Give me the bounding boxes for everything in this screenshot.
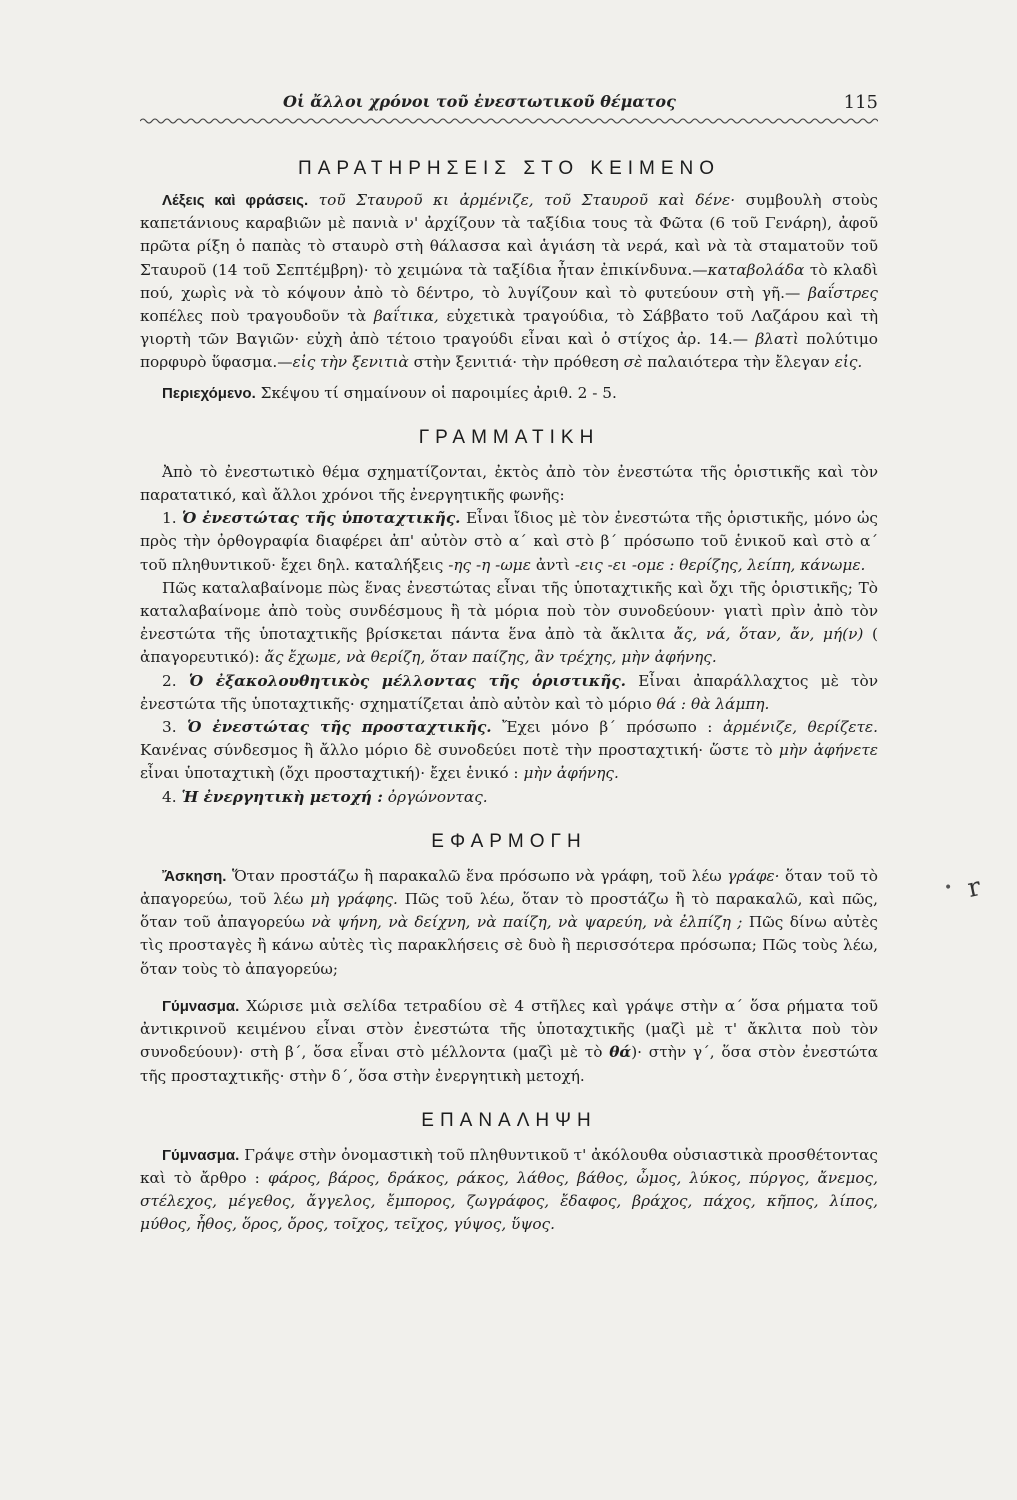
- term-italic: σὲ: [623, 353, 643, 372]
- text-run: Γράψε στὴν ὀνομαστικὴ τοῦ πληθυντικοῦ τ' ἀκόλουθα οὐσιαστικὰ προσθέτοντας καὶ τὸ ἄρθρο :: [140, 1145, 878, 1187]
- item-title: Ὁ ἐνεστώτας τῆς ὑποταχτικῆς.: [182, 509, 461, 528]
- term-italic: θά : θὰ λάμπη.: [656, 694, 770, 713]
- exercise-paragraph: [140, 865, 878, 981]
- lead-content: Περιεχόμενο.: [162, 384, 256, 402]
- term-bold-italic: θά: [609, 1043, 632, 1062]
- lead-review-drill: Γύμνασμα.: [162, 1146, 240, 1164]
- text-run: Ὅταν προστάζω ἢ παρακαλῶ ἕνα πρόσωπο νὰ γράφη, τοῦ λέω: [231, 866, 722, 885]
- text-run: Εἶναι ἴδιος μὲ τὸν ἐνεστώτα τῆς ὁριστικῆς, μόνο ὡς πρὸς τὴν ὀρθογραφία διαφέρει ἀπ' αὐτὸν στὸ α΄ καὶ στὸ β΄ πρόσωπο τοῦ ἑνικοῦ καὶ στὸ α΄ τοῦ πληθυντικοῦ· ἔχει δηλ. καταλήξεις: [140, 509, 878, 574]
- term-italic: μὴν ἀφήνετε: [778, 741, 878, 760]
- item-number: 3.: [162, 718, 177, 737]
- text-run: Εἶναι ἀπαράλλαχτος μὲ τὸν ἐνεστώτα τῆς ὑποταχτικῆς· σχηματίζεται ἀπὸ αὐτὸν καὶ τὸ μόριο: [140, 671, 878, 713]
- term-italic: ἄς, νά, ὅταν, ἄν, μή(ν): [673, 625, 864, 644]
- term-italic: νὰ ψήνη, νὰ δείχνη, νὰ παίζη, νὰ ψαρεύη, νὰ ἐλπίζη ;: [311, 913, 743, 932]
- item-number: 1.: [162, 509, 177, 528]
- text-run: πολύτιμο πορφυρὸ ὕφασμα.—: [140, 330, 878, 372]
- page-content: [140, 92, 878, 1237]
- running-header: [140, 92, 878, 120]
- text-run: στὴν ξενιτιά· τὴν πρόθεση: [413, 353, 619, 372]
- grammar-intro: Ἀπὸ τὸ ἐνεστωτικὸ θέμα σχηματίζονται, ἐκτὸς ἀπὸ τὸν ἐνεστώτα τῆς ὁριστικῆς καὶ τὸν παρατατικό, καὶ ἄλλοι χρόνοι τῆς ἐνεργητικῆς φωνῆς:: [140, 462, 878, 505]
- item-number: 2.: [162, 671, 177, 690]
- section-title-review: ΕΠΑΝΑΛΗΨΗ: [421, 1109, 597, 1131]
- running-title: Οἱ ἄλλοι χρόνοι τοῦ ἐνεστωτικοῦ θέματος: [283, 92, 676, 111]
- term-italic: βαΐστρες: [808, 283, 878, 302]
- term-italic: βλατὶ: [755, 330, 799, 349]
- term-italic: καταβολάδα: [707, 260, 805, 279]
- grammar-item-1: [140, 507, 878, 577]
- term-italic: γράφε·: [727, 866, 780, 885]
- term-italic: εἰς τὴν ξενιτιὰ: [292, 353, 409, 372]
- text-run: Κανένας σύνδεσμος ἢ ἄλλο μόριο δὲ συνοδεύει ποτὲ τὴν προσταχτική· ὥστε τὸ: [140, 741, 773, 760]
- term-italic: ἀρμένιζε, θερίζετε.: [722, 718, 878, 737]
- text-run: εὐχετικὰ τραγούδια, τὸ Σάββατο τοῦ Λαζάρου καὶ τὴ γιορτὴ τῶν Βαγιῶν· εὐχὴ ἀπὸ τέτοιο τραγούδι εἶναι καὶ ὁ στίχος ἀρ. 14.—: [140, 307, 878, 349]
- term-italic: -ης -η -ωμε: [448, 555, 531, 574]
- grammar-item-3: [140, 716, 878, 786]
- text-run: Σκέψου τί σημαίνουν οἱ παροιμίες ἀριθ. 2 - 5.: [260, 383, 617, 402]
- margin-dot: •: [944, 880, 953, 896]
- paragraph-content: [140, 382, 878, 405]
- grammar-item-1-note: [140, 577, 878, 670]
- item-title: Ὁ ἐξακολουθητικὸς μέλλοντας τῆς ὁριστικῆς.: [188, 671, 626, 690]
- item-number: 4.: [162, 787, 177, 806]
- lead-drill: Γύμνασμα.: [162, 997, 240, 1015]
- text-run: συμβουλὴ στοὺς καπετάνιους καραβιῶν μὲ πανιὰ ν' ἀρχίζουν τὰ ταξίδια τους τὰ Φῶτα (6 τοῦ Γενάρη), ἀφοῦ πρῶτα ρίξη ὁ παπὰς τὸ σταυρὸ στὴ θάλασσα καὶ ἁγιάση τὰ νερά, καὶ νὰ τὰ σταματοῦν τοῦ Σταυροῦ (14 τοῦ Σεπτέμβρη)· τὸ χειμώνα τὰ ταξίδια ἦταν ἐπικίνδυνα.—: [140, 191, 878, 279]
- item-title: Ὁ ἐνεστώτας τῆς προσταχτικῆς.: [187, 718, 492, 737]
- text-run: Πῶς καταλαβαίνομε πὼς ἕνας ἐνεστώτας εἶναι τῆς ὑποταχτικῆς καὶ ὄχι τῆς ὁριστικῆς; Τὸ καταλαβαίνομε ἀπὸ τοὺς συνδέσμους ἢ τὰ μόρια ποὺ τὸν συνοδεύουν· γιατὶ πρὶν ἀπὸ τὸν ἐνεστώτα τῆς ὑποταχτικῆς βρίσκεται πάντα ἕνα ἀπὸ τὰ ἄκλιτα: [140, 578, 878, 644]
- text-run: παλαιότερα τὴν ἔλεγαν: [647, 353, 830, 372]
- item-title: Ἡ ἐνεργητικὴ μετοχή :: [181, 787, 383, 806]
- section-title-observations: ΠΑΡΑΤΗΡΗΣΕΙΣ ΣΤΟ ΚΕΙΜΕΝΟ: [297, 158, 721, 179]
- term-italic: βαΐτικα,: [373, 307, 439, 326]
- text-run: κοπέλες ποὺ τραγουδοῦν τὰ: [140, 307, 367, 326]
- review-drill-paragraph: [140, 1144, 878, 1237]
- drill-paragraph: [140, 995, 878, 1088]
- term-italic: ἄς ἔχωμε, νὰ θερίζη, ὅταν παίζης, ἂν τρέχης, μὴν ἀφήνης.: [264, 648, 717, 667]
- page-number: 115: [843, 92, 878, 113]
- section-title-application: ΕΦΑΡΜΟΓΗ: [431, 830, 587, 852]
- text-run: ὅταν τοῦ τὸ ἀπαγορεύω, τοῦ λέω: [140, 866, 878, 909]
- term-italic: -εις -ει -ομε : θερίζης, λείπη, κάνωμε.: [574, 555, 866, 574]
- grammar-item-2: [140, 670, 878, 716]
- term-italic: εἰς.: [834, 353, 863, 372]
- text-run: τὸ κλαδὶ πού, χωρὶς νὰ τὸ κόψουν ἀπὸ τὸ δέντρο, τὸ λυγίζουν καὶ τὸ φυτεύουν στὴ γῆ.—: [140, 260, 878, 302]
- text-run: ἀντὶ: [535, 555, 570, 574]
- text-run: Πῶς δίνω αὐτὲς τὶς προσταγὲς ἢ κάνω αὐτὲς τὶς παρακλήσεις σὲ δυὸ ἢ περισσότερα πρόσωπα; Πῶς τοὺς λέω, ὅταν τοὺς τὸ ἀπαγορεύω;: [140, 913, 878, 978]
- text-run: εἶναι ὑποταχτικὴ (ὄχι προσταχτική)· ἔχει ἑνικό :: [140, 764, 519, 783]
- margin-pencil-mark: r: [965, 872, 984, 904]
- text-run: Πῶς τοῦ λέω, ὅταν τὸ προστάζω ἢ τὸ παρακαλῶ, καὶ πῶς, ὅταν τοῦ ἀπαγορεύω: [140, 890, 878, 932]
- word-list-italic: φάρος, βάρος, δράκος, ράκος, λάθος, βάθος, ὦμος, λύκος, πύργος, ἄνεμος, στέλεχος, μέγεθος, ἄγγελος, ἔμπορος, ζωγράφος, ἔδαφος, βράχος, πάχος, κῆπος, λίπος, μύθος, ἦθος, ὅρος, ὄρος, τοῖχος, τεῖχος, γύψος, ὕψος.: [140, 1168, 878, 1234]
- grammar-item-4: [140, 786, 878, 809]
- section-title-grammar: ΓΡΑΜΜΑΤΙΚΗ: [418, 426, 600, 448]
- term-italic: μὴ γράφης.: [310, 890, 398, 909]
- text-run: Χώρισε μιὰ σελίδα τετραδίου σὲ 4 στῆλες καὶ γράψε στὴν α΄ ὅσα ρήματα τοῦ ἀντικρινοῦ κειμένου εἶναι στὸν ἐνεστώτα τῆς ὑποταχτικῆς (μαζὶ μὲ τ' ἄκλιτα ποὺ τὸν συνοδεύουν)· στὴ β΄, ὅσα εἶναι στὸ μέλλοντα (μαζὶ μὲ τὸ: [140, 996, 878, 1062]
- text-run: Ἔχει μόνο β΄ πρόσωπο :: [502, 718, 713, 737]
- paragraph-words-phrases: [140, 189, 878, 375]
- lead-words-phrases: Λέξεις καὶ φράσεις.: [162, 192, 309, 209]
- text-run: )· στὴν γ΄, ὅσα στὸν ἐνεστώτα τῆς προσταχτικῆς· στὴν δ΄, ὅσα στὴν ἐνεργητικὴ μετοχή.: [140, 1043, 878, 1085]
- text-run: ( ἀπαγορευτικό):: [140, 625, 878, 667]
- term-italic: ὀργώνοντας.: [387, 787, 488, 806]
- lead-exercise: Ἄσκηση.: [162, 867, 227, 885]
- term-italic: μὴν ἀφήνης.: [523, 764, 619, 783]
- phrase-italic: τοῦ Σταυροῦ κι ἀρμένιζε, τοῦ Σταυροῦ καὶ δένε·: [318, 191, 736, 209]
